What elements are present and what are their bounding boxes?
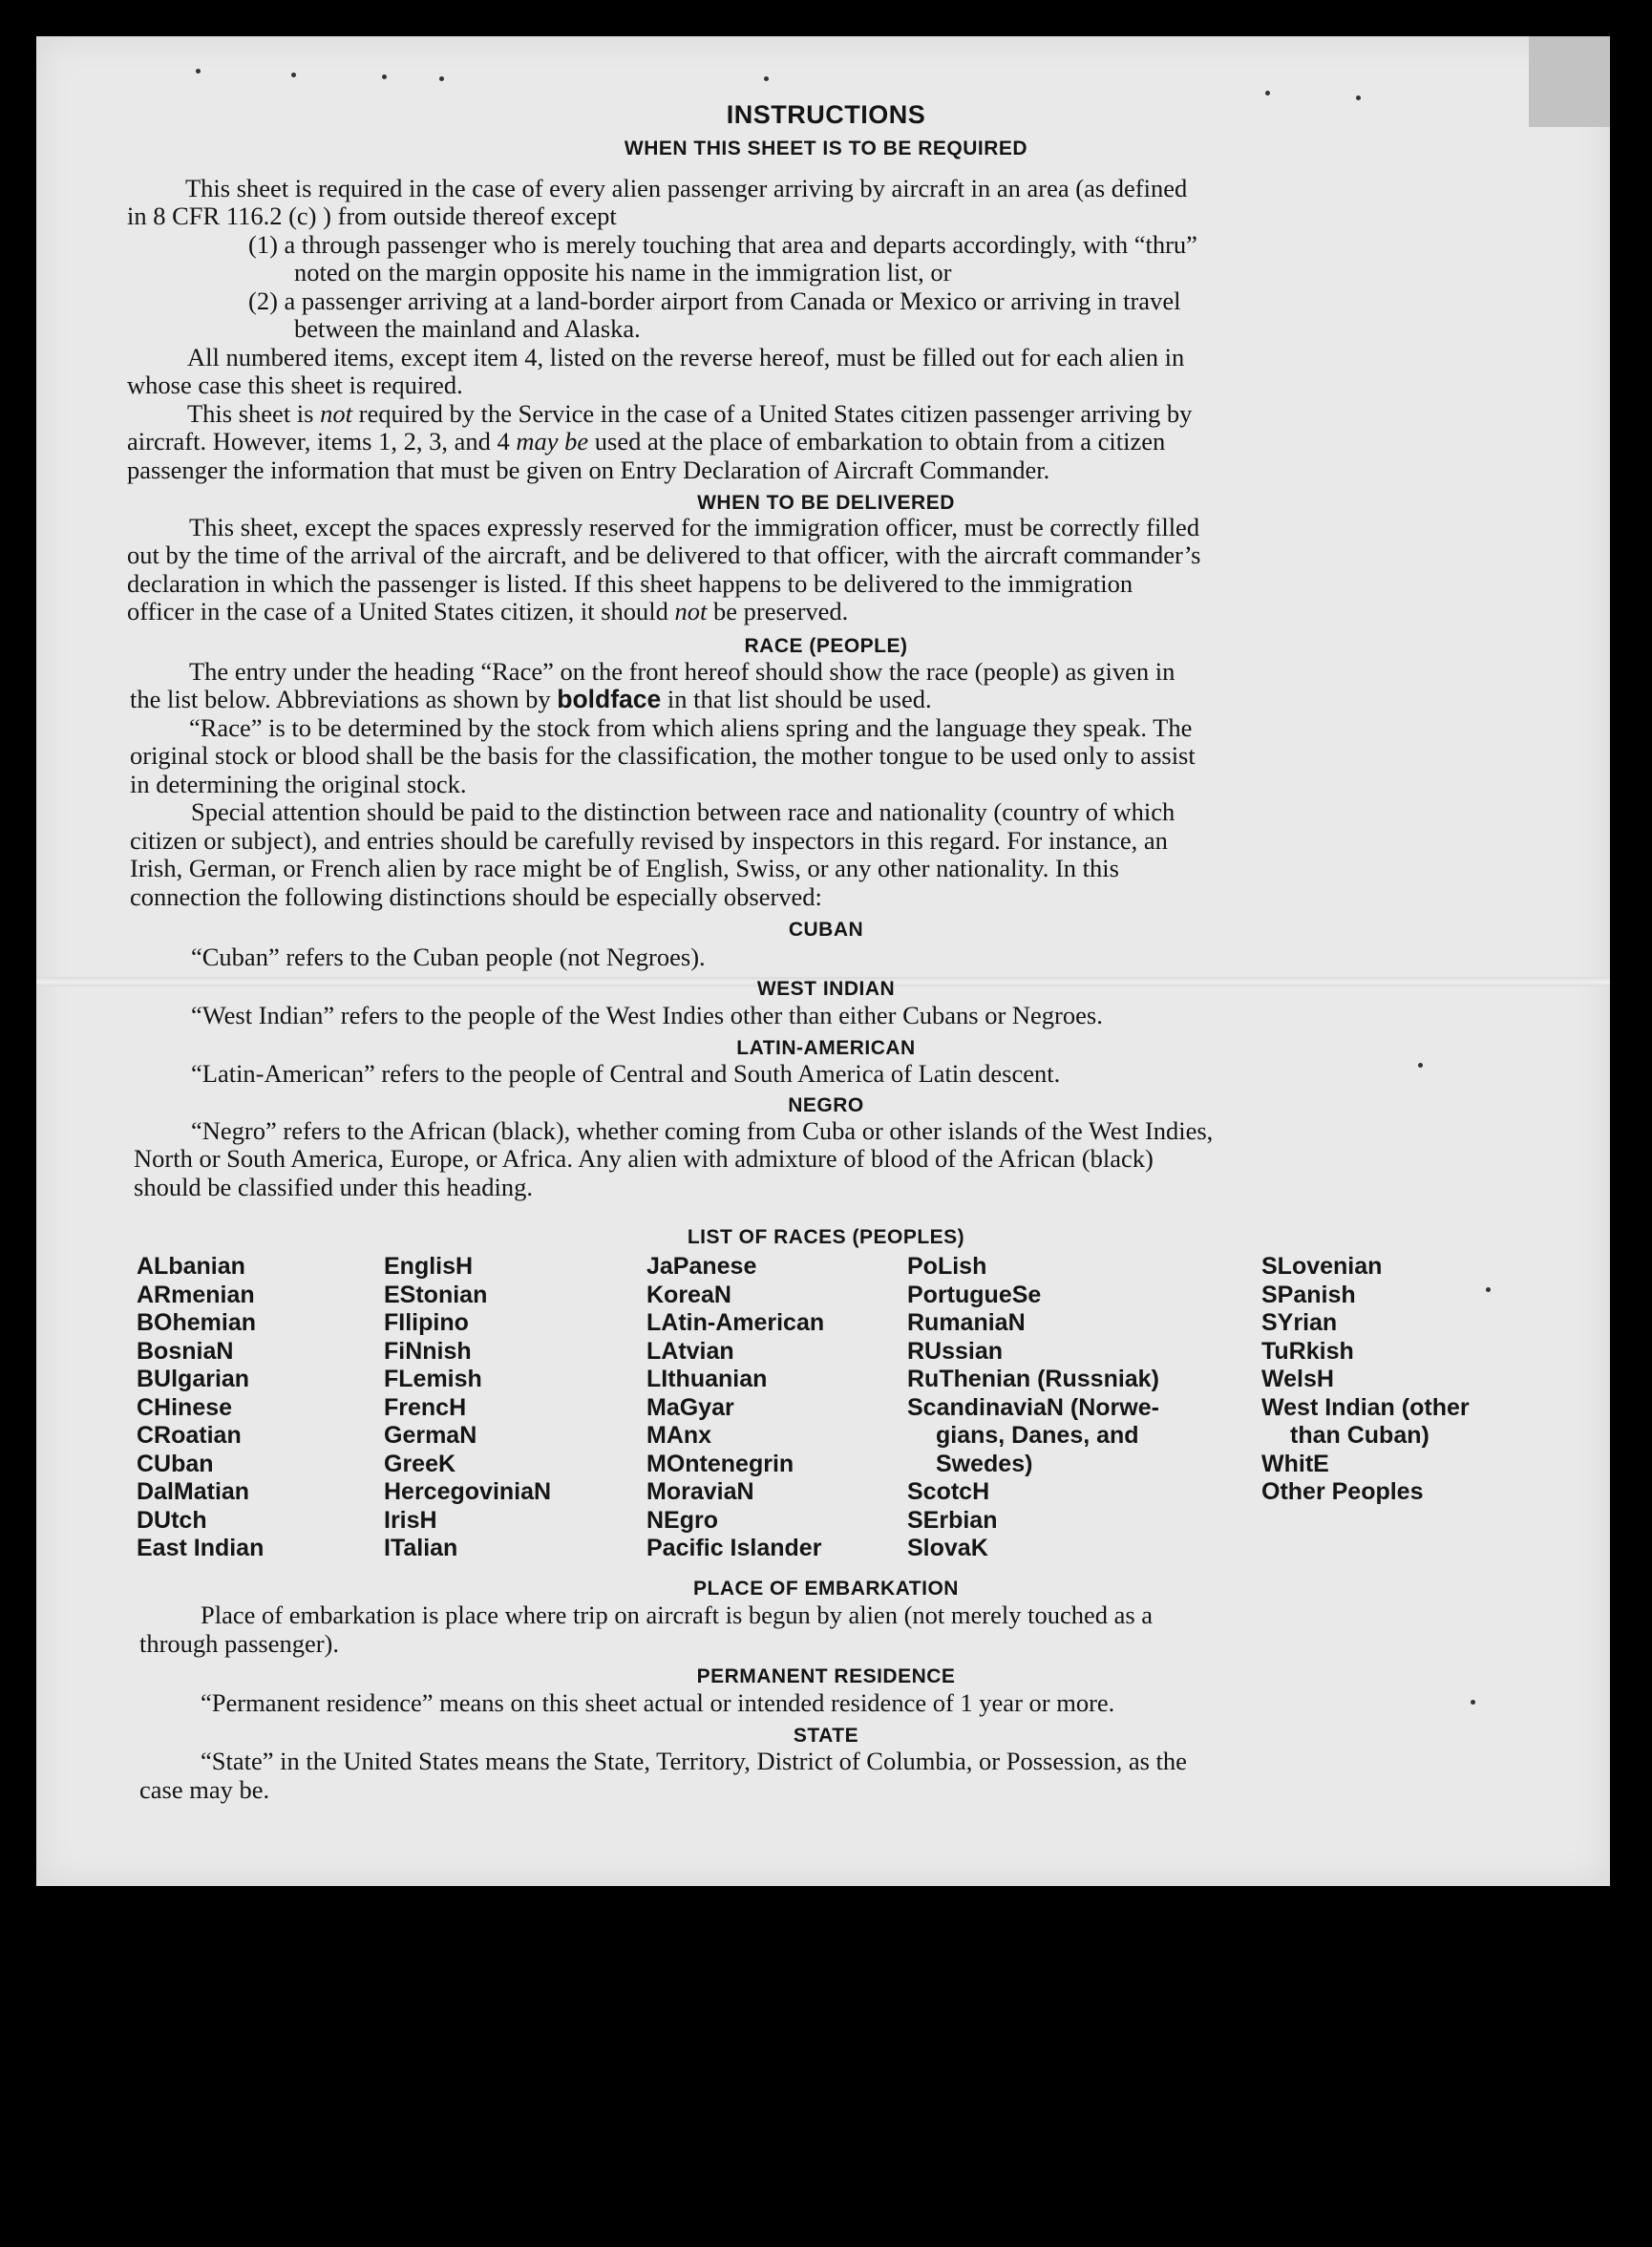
scan-speck (291, 73, 296, 77)
text-line: Irish, German, or French alien by race might be of English, Swiss, or any other nationality. In this (130, 854, 1119, 882)
text-line: whose case this sheet is required. (127, 371, 463, 399)
text-line: This sheet is required in the case of every alien passenger arriving by aircraft in an area (as defined (185, 174, 1188, 202)
race-item: MoraviaN (646, 1478, 754, 1505)
race-item: DUtch (137, 1506, 207, 1534)
text-line: should be classified under this heading. (134, 1173, 534, 1201)
races-column-4 (907, 1253, 1159, 1563)
heading-when-required: WHEN THIS SHEET IS TO BE REQUIRED (624, 138, 1028, 159)
race-item: NEgro (646, 1506, 718, 1534)
race-item: GermaN (384, 1422, 477, 1449)
race-item: JaPanese (646, 1253, 757, 1280)
text-line: out by the time of the arrival of the aircraft, and be delivered to that officer, with the aircraft commander’s (127, 541, 1201, 569)
scan-speck (1471, 1700, 1475, 1705)
race-item: BosniaN (137, 1337, 234, 1365)
text-line: noted on the margin opposite his name in the immigration list, or (294, 258, 952, 286)
text-line: The entry under the heading “Race” on the front hereof should show the race (people) as given in (189, 657, 1175, 686)
race-item: CHinese (137, 1393, 233, 1421)
text-line: the list below. Abbreviations as shown by boldface in that list should be used. (130, 685, 932, 713)
heading-list-of-races: LIST OF RACES (PEOPLES) (687, 1226, 965, 1248)
races-column-3 (646, 1253, 824, 1563)
race-item: West Indian (other (1261, 1393, 1470, 1421)
race-item: SPanish (1261, 1281, 1356, 1308)
race-item: LAtin-American (646, 1309, 825, 1336)
race-item: EStonian (384, 1281, 488, 1308)
race-item: CUban (137, 1450, 214, 1477)
race-item: SlovaK (907, 1535, 988, 1561)
text-line: “Cuban” refers to the Cuban people (not Negroes). (191, 943, 706, 971)
text-line: passenger the information that must be given on Entry Declaration of Aircraft Commander. (127, 456, 1050, 484)
race-item: ScotcH (907, 1478, 990, 1505)
text-line: This sheet, except the spaces expressly reserved for the immigration officer, must be correctly filled (189, 513, 1200, 541)
text-line: original stock or blood shall be the basis for the classification, the mother tongue to be used only to assist (130, 741, 1196, 770)
heading-state: STATE (793, 1725, 859, 1747)
scan-speck (439, 76, 444, 81)
race-item: FIlipino (384, 1309, 469, 1336)
scan-speck (1486, 1287, 1491, 1292)
race-item: WelsH (1261, 1366, 1334, 1392)
race-item: Swedes) (936, 1450, 1033, 1477)
race-item: TuRkish (1261, 1337, 1354, 1365)
race-item: IrisH (384, 1506, 437, 1534)
race-item: SLovenian (1261, 1253, 1383, 1280)
text-line: All numbered items, except item 4, listed on the reverse hereof, must be filled out for each alien in (187, 343, 1185, 371)
race-item: gians, Danes, and (936, 1422, 1139, 1449)
text-line: “State” in the United States means the State, Territory, District of Columbia, or Possession, as the (201, 1747, 1187, 1775)
races-column-2 (384, 1253, 551, 1563)
race-item: RuThenian (Russniak) (907, 1366, 1159, 1392)
race-item: WhitE (1261, 1450, 1329, 1477)
text-line: Place of embarkation is place where trip on aircraft is begun by alien (not merely touched as a (201, 1600, 1154, 1629)
heading-cuban: CUBAN (788, 919, 864, 941)
race-item: RumaniaN (907, 1309, 1026, 1336)
page-title: INSTRUCTIONS (726, 100, 926, 129)
race-item: ScandinaviaN (Norwe- (907, 1393, 1159, 1421)
text-line: This sheet is not required by the Service in the case of a United States citizen passenger arriving by (187, 399, 1193, 428)
heading-negro: NEGRO (788, 1094, 864, 1116)
races-column-1 (137, 1253, 264, 1563)
race-item: than Cuban) (1290, 1422, 1430, 1449)
scan-speck (382, 74, 387, 79)
text-line: Special attention should be paid to the distinction between race and nationality (country of which (191, 797, 1175, 826)
text-line: citizen or subject), and entries should be carefully revised by inspectors in this regard. For instance, an (130, 826, 1168, 855)
race-item: FrencH (384, 1393, 467, 1421)
heading-race: RACE (PEOPLE) (744, 635, 908, 657)
races-column-5 (1261, 1253, 1470, 1507)
scan-speck (1265, 91, 1270, 95)
race-item: ALbanian (137, 1253, 245, 1280)
race-item: ARmenian (137, 1281, 255, 1308)
race-item: Pacific Islander (646, 1535, 822, 1561)
race-item: GreeK (384, 1450, 456, 1477)
race-item: FLemish (384, 1366, 482, 1392)
text-line: officer in the case of a United States citizen, it should not be preserved. (127, 597, 849, 625)
text-line: aircraft. However, items 1, 2, 3, and 4 may be used at the place of embarkation to obtain from a citizen (127, 427, 1166, 456)
scan-speck (764, 76, 769, 81)
race-item: PortugueSe (907, 1281, 1042, 1308)
text-line: connection the following distinctions should be especially observed: (130, 882, 822, 911)
race-item: SErbian (907, 1506, 998, 1534)
race-item: MAnx (646, 1422, 712, 1449)
race-item: LAtvian (646, 1337, 734, 1365)
race-item: LIthuanian (646, 1366, 768, 1392)
text-line: “Race” is to be determined by the stock from which aliens spring and the language they speak. The (189, 713, 1193, 742)
text-line: case may be. (139, 1775, 270, 1804)
text-line: in 8 CFR 116.2 (c) ) from outside thereof except (127, 201, 617, 230)
text-line: declaration in which the passenger is listed. If this sheet happens to be delivered to the immigration (127, 569, 1133, 598)
race-item: ITalian (384, 1535, 458, 1561)
text-line: (2) a passenger arriving at a land-border airport from Canada or Mexico or arriving in travel (248, 286, 1181, 315)
race-item: PoLish (907, 1253, 987, 1280)
race-item: MOntenegrin (646, 1450, 794, 1477)
text-line: “West Indian” refers to the people of the West Indies other than either Cubans or Negroes. (191, 1001, 1103, 1029)
text-line: “Negro” refers to the African (black), whether coming from Cuba or other islands of the West Indies, (191, 1116, 1214, 1145)
text-line: through passenger). (139, 1629, 339, 1658)
race-item: HercegoviniaN (384, 1478, 552, 1505)
race-item: FiNnish (384, 1337, 472, 1365)
scan-speck (1356, 95, 1361, 100)
text-line: “Permanent residence” means on this sheet actual or intended residence of 1 year or more. (201, 1688, 1115, 1717)
heading-permanent-residence: PERMANENT RESIDENCE (696, 1665, 956, 1687)
text-line: (1) a through passenger who is merely touching that area and departs accordingly, with “thru” (248, 230, 1197, 259)
heading-when-delivered: WHEN TO BE DELIVERED (697, 492, 955, 514)
race-item: RUssian (907, 1337, 1004, 1365)
race-item: BUlgarian (137, 1366, 250, 1392)
race-item: East Indian (137, 1535, 265, 1561)
heading-west-indian: WEST INDIAN (756, 978, 896, 1000)
race-item: SYrian (1261, 1309, 1338, 1336)
race-item: DalMatian (137, 1478, 250, 1505)
scan-speck (1418, 1063, 1423, 1068)
text-line: North or South America, Europe, or Africa. Any alien with admixture of blood of the African (black) (134, 1144, 1154, 1173)
scan-speck (196, 69, 201, 74)
race-item: KoreaN (646, 1281, 731, 1308)
text-line: between the mainland and Alaska. (294, 314, 641, 343)
text-line: in determining the original stock. (130, 770, 467, 798)
race-item: EnglisH (384, 1253, 474, 1280)
race-item: BOhemian (137, 1309, 257, 1336)
race-item: Other Peoples (1261, 1478, 1424, 1505)
race-item: MaGyar (646, 1393, 734, 1421)
race-item: CRoatian (137, 1422, 242, 1449)
text-line: “Latin-American” refers to the people of Central and South America of Latin descent. (191, 1059, 1061, 1088)
heading-latin-american: LATIN-AMERICAN (736, 1037, 916, 1059)
heading-embarkation: PLACE OF EMBARKATION (693, 1578, 959, 1600)
